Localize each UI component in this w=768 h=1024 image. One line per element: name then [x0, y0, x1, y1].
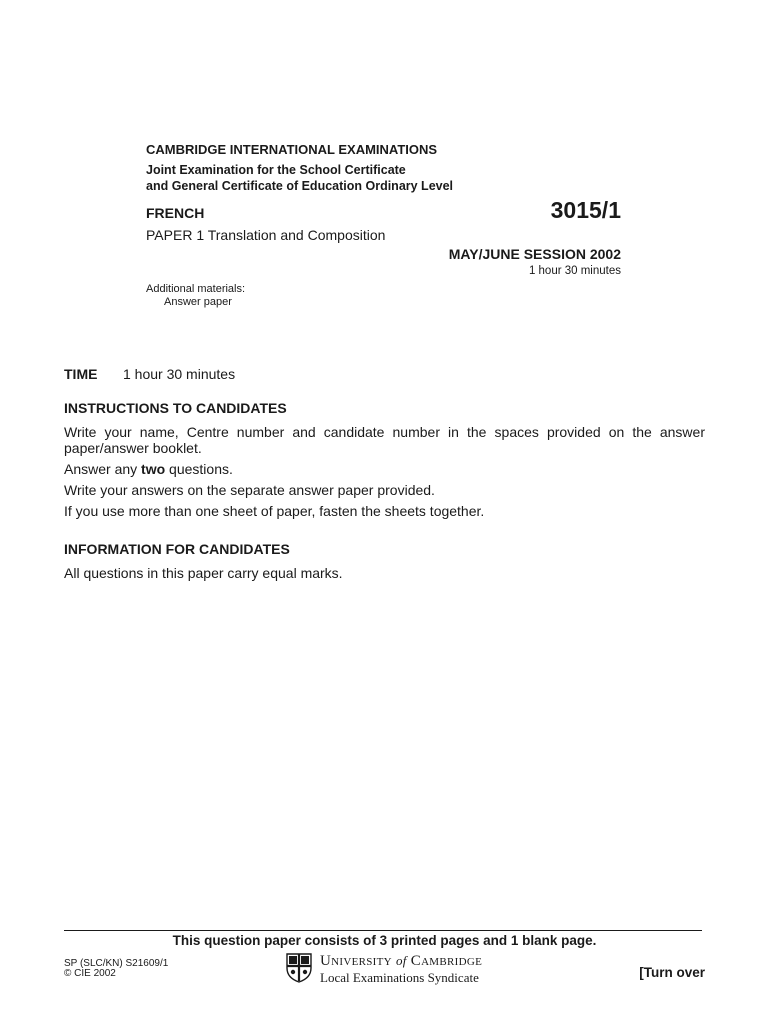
instruction-line-2-pre: Answer any — [64, 461, 142, 477]
joint-exam-line-1: Joint Examination for the School Certificate — [146, 163, 406, 177]
instruction-line-2-post: questions. — [165, 461, 233, 477]
additional-materials-label: Additional materials: — [146, 283, 246, 295]
university-name — [320, 953, 482, 970]
instructions-heading: INSTRUCTIONS TO CANDIDATES — [64, 400, 287, 416]
logo-u: U — [320, 953, 332, 969]
time-label: TIME — [64, 366, 98, 382]
reference-code: SP (SLC/KN) S21609/1 — [64, 958, 169, 969]
footer-rule — [64, 930, 702, 931]
syndicate-name: Local Examinations Syndicate — [320, 970, 479, 985]
university-crest-icon — [286, 953, 312, 983]
paper-code: 3015/1 — [550, 197, 621, 223]
logo-ambridge: AMBRIDGE — [421, 956, 483, 968]
time-value: 1 hour 30 minutes — [123, 366, 236, 382]
additional-materials-item: Answer paper — [164, 296, 232, 308]
instruction-line-2-bold: two — [141, 461, 166, 477]
paper-title: PAPER 1 Translation and Composition — [146, 227, 386, 243]
instruction-line-1: Write your name, Centre number and candidate number in the spaces provided on the answer paper/answer booklet. — [64, 424, 705, 456]
copyright: © CIE 2002 — [64, 968, 116, 979]
information-line-1: All questions in this paper carry equal marks. — [64, 565, 343, 581]
instruction-line-2 — [64, 461, 705, 477]
turn-over-label: [Turn over — [639, 965, 705, 980]
subject-title: FRENCH — [146, 205, 205, 221]
pages-note: This question paper consists of 3 printed pages and 1 blank page. — [172, 933, 597, 948]
logo-c: C — [410, 953, 422, 969]
session-label: MAY/JUNE SESSION 2002 — [448, 246, 621, 262]
logo-niversity: NIVERSITY — [331, 956, 392, 968]
information-heading: INFORMATION FOR CANDIDATES — [64, 541, 290, 557]
university-logo-text — [320, 953, 482, 986]
logo-of: of — [395, 953, 407, 968]
instruction-line-4: If you use more than one sheet of paper, fasten the sheets together. — [64, 503, 485, 519]
joint-exam-line-2: and General Certificate of Education Ordinary Level — [146, 179, 454, 193]
duration-label: 1 hour 30 minutes — [528, 265, 621, 277]
instruction-line-3: Write your answers on the separate answer paper provided. — [64, 482, 435, 498]
exam-board: CAMBRIDGE INTERNATIONAL EXAMINATIONS — [146, 142, 438, 157]
instructions-block — [64, 424, 705, 524]
